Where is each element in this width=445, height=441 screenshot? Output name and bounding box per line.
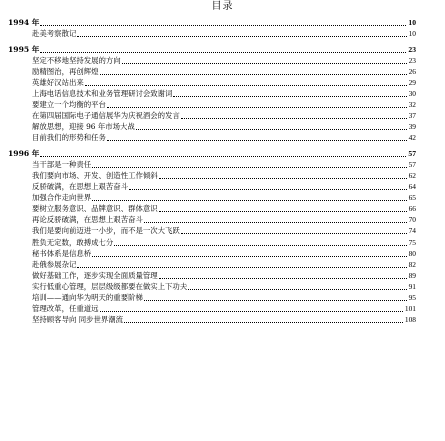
page-number: 23 <box>408 55 416 65</box>
dot-leader <box>122 57 407 66</box>
toc-entry[interactable] <box>8 66 416 77</box>
entry-title: 胜负无定数，敢搏成七分 <box>32 237 114 247</box>
entry-title: 赴美考察散记 <box>32 29 77 39</box>
page-number: 57 <box>408 149 416 159</box>
page-number: 80 <box>408 248 416 258</box>
dot-leader <box>129 183 407 192</box>
entry-title: 坚持顾客导向 同步世界潮流 <box>32 314 124 324</box>
toc-entry[interactable] <box>8 181 416 192</box>
page-number: 30 <box>408 89 416 99</box>
dot-leader <box>124 316 403 325</box>
page-number: 75 <box>408 237 416 247</box>
page-number: 10 <box>408 29 416 39</box>
page-number: 91 <box>408 281 416 291</box>
dot-leader <box>173 90 406 99</box>
year-label: 1995 年 <box>8 44 40 54</box>
entry-title: 励精图治，再创辉煌 <box>32 67 99 77</box>
dot-leader <box>92 161 406 170</box>
entry-title: 英雄好汉站出来 <box>32 78 84 88</box>
dot-leader <box>114 239 406 248</box>
dot-leader <box>100 305 403 314</box>
dot-leader <box>92 194 406 203</box>
entry-title: 做好基础工作，逐步实现全面质量管理 <box>32 270 158 280</box>
dot-leader <box>77 261 406 270</box>
page-number: 82 <box>408 259 416 269</box>
page-number: 42 <box>408 133 416 143</box>
dot-leader <box>181 112 407 121</box>
toc-entry[interactable] <box>8 121 416 132</box>
toc-entry[interactable] <box>8 314 416 325</box>
dot-leader <box>181 227 407 236</box>
page-number: 65 <box>408 193 416 203</box>
toc-year-heading[interactable] <box>8 148 416 159</box>
entry-title: 当干部是一种责任 <box>32 160 92 170</box>
entry-title: 要树立服务意识、品牌意识、群体意识 <box>32 204 158 214</box>
dot-leader <box>40 46 406 55</box>
dot-leader <box>136 123 407 132</box>
toc-entry[interactable] <box>8 55 416 66</box>
page-number: 108 <box>404 314 416 324</box>
entry-title: 赴俄参展杂记 <box>32 259 77 269</box>
toc-entry[interactable] <box>8 248 416 259</box>
page-number: 64 <box>408 182 416 192</box>
entry-title: 上海电话信息技术和业务管理研讨会致谢词 <box>32 89 173 99</box>
entry-title: 解放思想，迎接 96 年市场大战 <box>32 122 135 132</box>
page-number: 74 <box>408 226 416 236</box>
toc-entry[interactable] <box>8 28 416 39</box>
dot-leader <box>107 101 407 110</box>
page-number: 89 <box>408 270 416 280</box>
toc-entry[interactable] <box>8 99 416 110</box>
page-number: 29 <box>408 78 416 88</box>
page-number: 70 <box>408 215 416 225</box>
toc-entry[interactable] <box>8 203 416 214</box>
toc-year-heading[interactable] <box>8 44 416 55</box>
page-number: 57 <box>408 160 416 170</box>
toc-title: 目录 <box>211 1 234 12</box>
dot-leader <box>92 250 406 259</box>
page-number: 39 <box>408 122 416 132</box>
toc-entry[interactable] <box>8 88 416 99</box>
dot-leader <box>100 68 407 77</box>
year-label: 1994 年 <box>8 18 40 28</box>
dot-leader <box>188 283 406 292</box>
dot-leader <box>40 150 406 159</box>
dot-leader <box>159 172 407 181</box>
year-label: 1996 年 <box>8 149 40 159</box>
entry-title: 坚定不移地坚持发展的方向 <box>32 55 121 65</box>
toc-entry[interactable] <box>8 110 416 121</box>
toc-entry[interactable] <box>8 170 416 181</box>
page-number: 23 <box>408 44 416 54</box>
entry-title: 我们是要向前迈进一小步，而不是一次大飞跃 <box>32 226 180 236</box>
toc-entry[interactable] <box>8 77 416 88</box>
page-number: 101 <box>404 303 416 313</box>
page-number: 95 <box>408 292 416 302</box>
toc-entry[interactable] <box>8 281 416 292</box>
dot-leader <box>144 294 407 303</box>
toc-entry[interactable] <box>8 259 416 270</box>
entry-title: 实行低重心管理，层层级级都要在做实上下功夫 <box>32 281 188 291</box>
entry-title: 目前我们的形势和任务 <box>32 133 106 143</box>
dot-leader <box>159 272 407 281</box>
entry-title: 管理改革，任重道远 <box>32 303 99 313</box>
entry-title: 要建立一个均衡的平台 <box>32 100 106 110</box>
page-number: 26 <box>408 67 416 77</box>
page-number: 32 <box>408 100 416 110</box>
entry-title: 我们要向市场、开发、创造性工作倾斜 <box>32 171 158 181</box>
toc-entry[interactable] <box>8 192 416 203</box>
toc-entry[interactable] <box>8 159 416 170</box>
page-number: 10 <box>408 18 416 28</box>
dot-leader <box>40 19 406 28</box>
toc-entry[interactable] <box>8 214 416 225</box>
toc-year-heading[interactable] <box>8 17 416 28</box>
dot-leader <box>159 205 407 214</box>
entry-title: 培训——通向华为明天的重要阶梯 <box>32 292 143 302</box>
toc-entry[interactable] <box>8 236 416 247</box>
table-of-contents <box>8 17 416 325</box>
toc-entry[interactable] <box>8 270 416 281</box>
entry-title: 秘书体系是信息桥 <box>32 248 92 258</box>
page-number: 66 <box>408 204 416 214</box>
page-number: 37 <box>408 111 416 121</box>
toc-entry[interactable] <box>8 292 416 303</box>
toc-entry[interactable] <box>8 132 416 143</box>
toc-entry[interactable] <box>8 303 416 314</box>
dot-leader <box>107 134 407 143</box>
dot-leader <box>85 79 407 88</box>
dot-leader <box>144 216 407 225</box>
entry-title: 反骄破满，在思想上艰苦奋斗 <box>32 182 129 192</box>
entry-title: 加强合作走向世界 <box>32 193 92 203</box>
entry-title: 在第四届国际电子通信展华为庆祝酒会的发言 <box>32 111 180 121</box>
page-number: 62 <box>408 171 416 181</box>
dot-leader <box>77 30 406 39</box>
toc-entry[interactable] <box>8 225 416 236</box>
entry-title: 再论反骄破满，在思想上艰苦奋斗 <box>32 215 143 225</box>
